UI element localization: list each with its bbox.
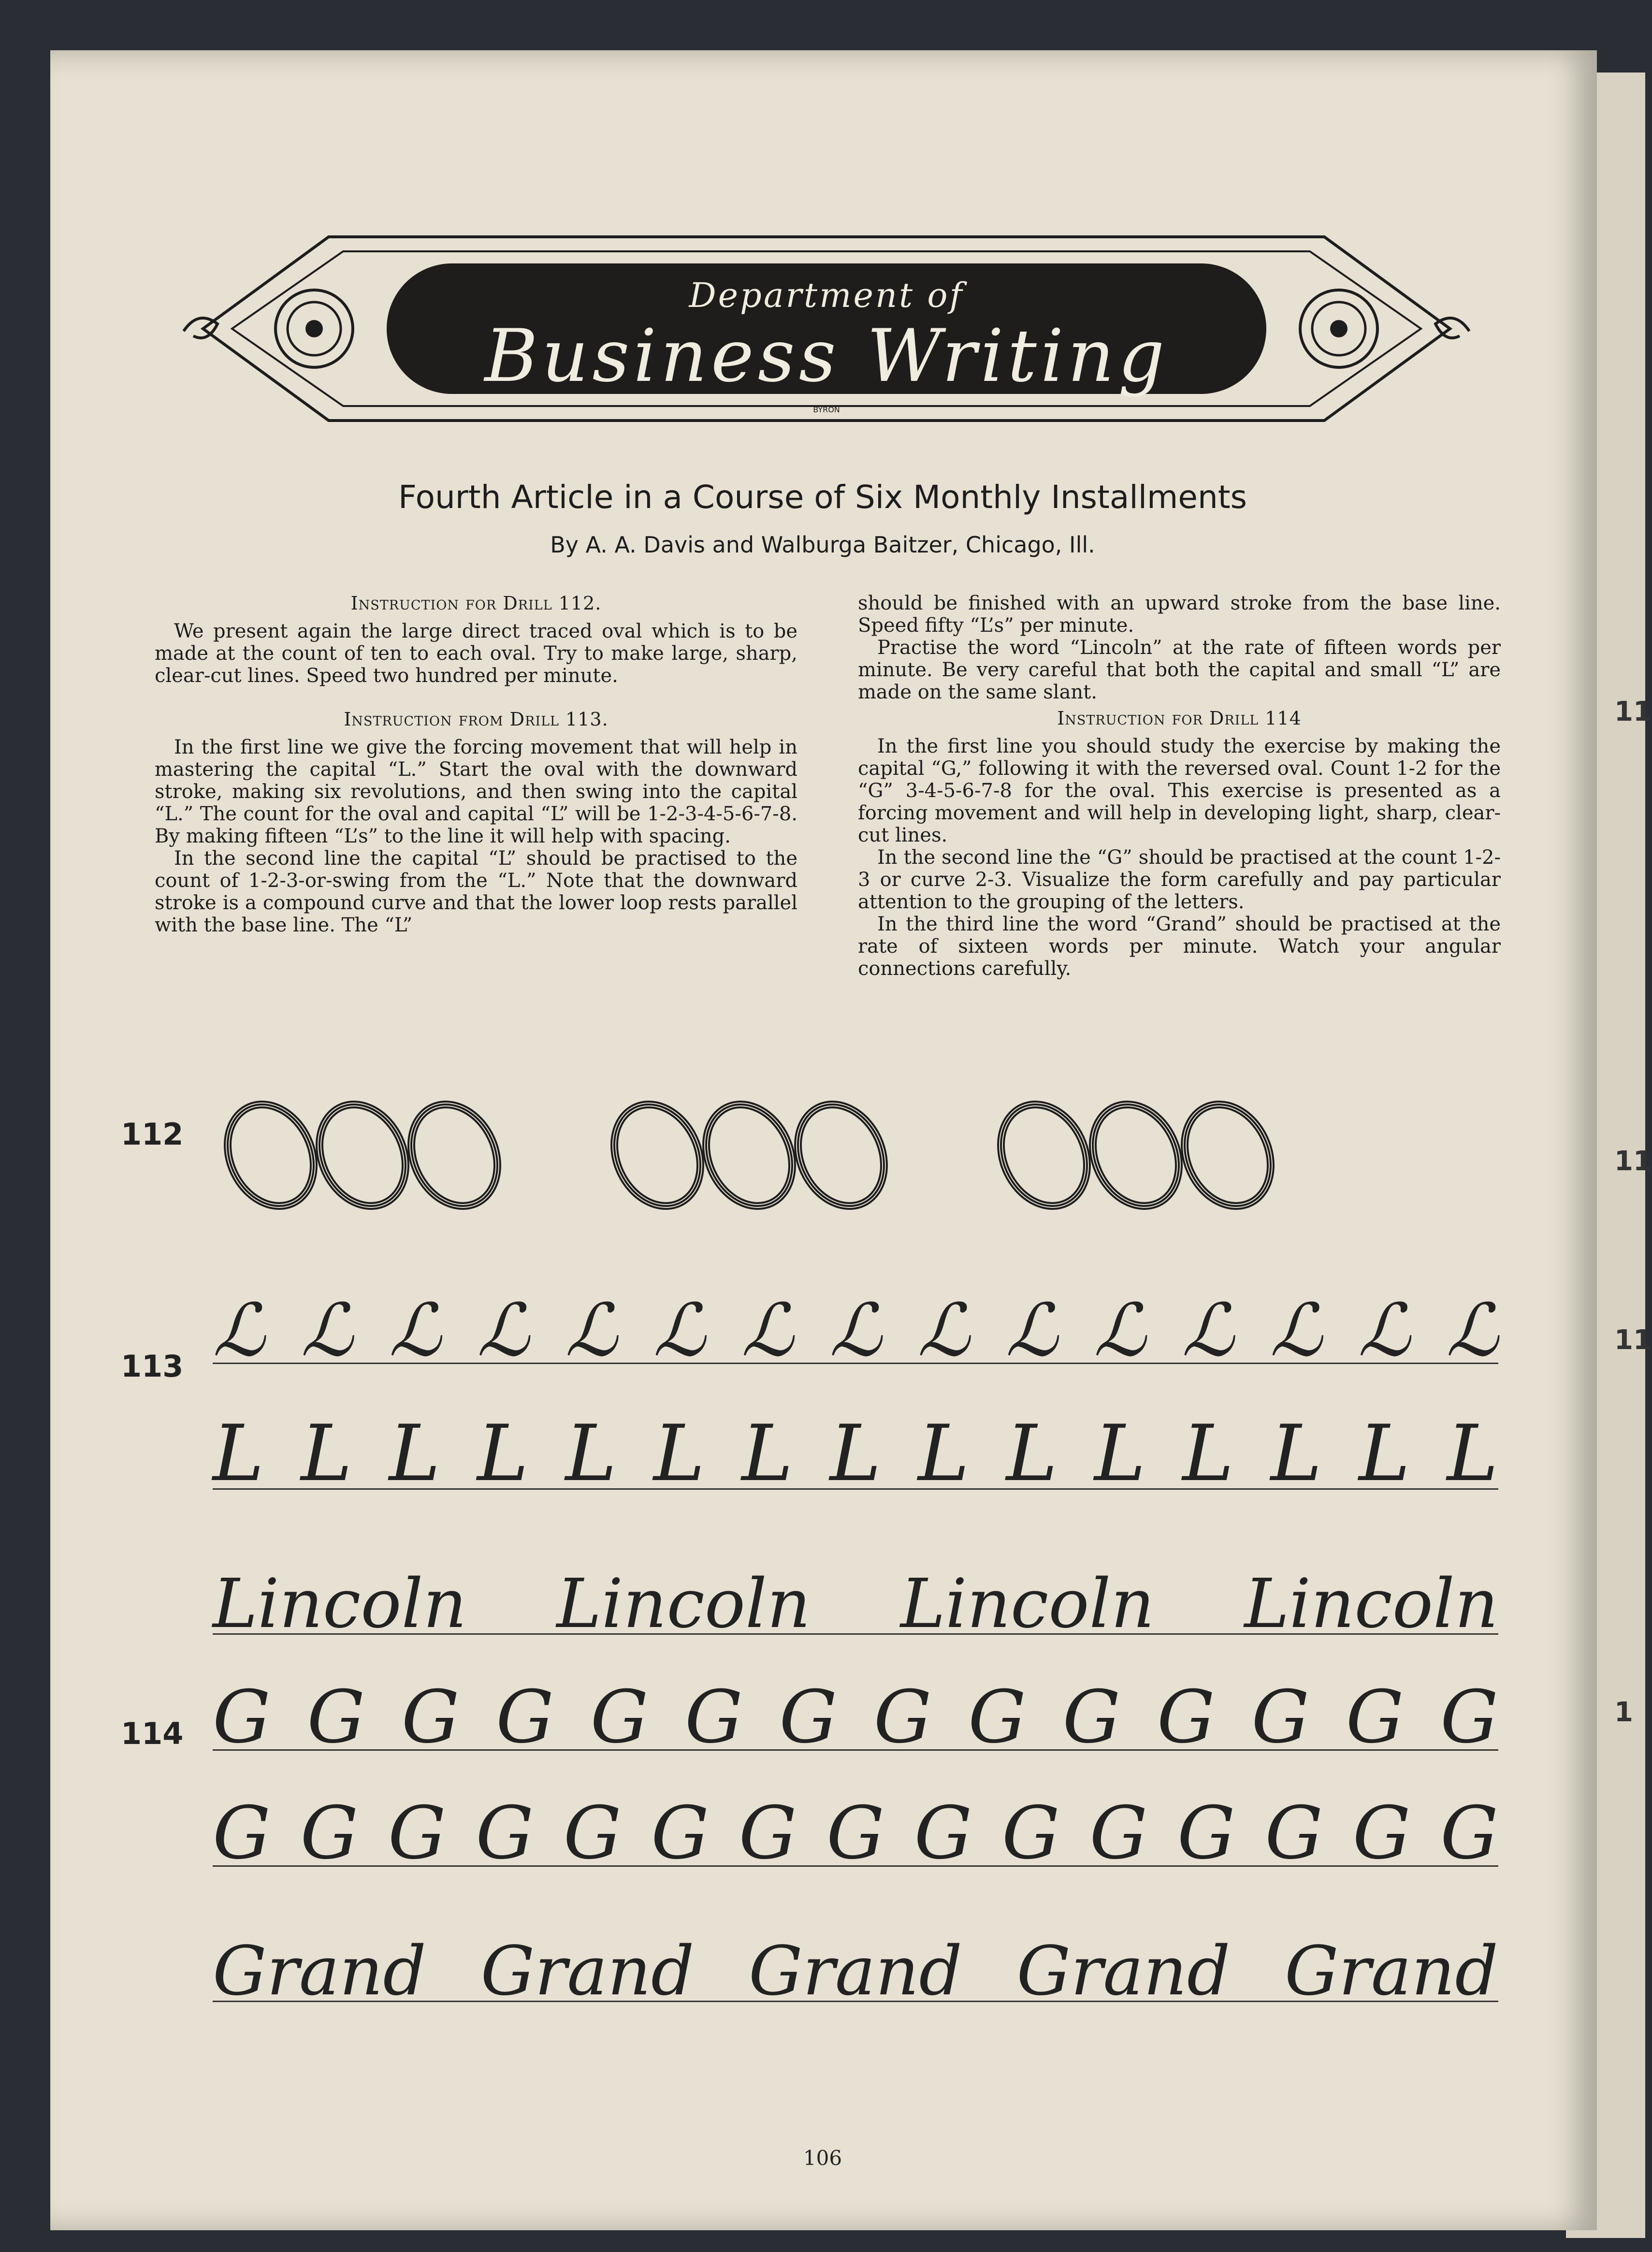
script-letter: G xyxy=(213,1791,271,1875)
capital-l-row xyxy=(213,1402,1498,1498)
drill-113-paragraph: Practise the word “Lincoln” at the rate of fifteen words per minute. Be very careful that both the capital and small “L” are made on the same slant. xyxy=(858,637,1501,703)
script-letter: G xyxy=(1440,1675,1498,1759)
next-page-number: 11 xyxy=(1614,1146,1652,1177)
next-page-number: 1 xyxy=(1614,1697,1633,1728)
script-letter: L xyxy=(565,1408,617,1498)
script-letter: L xyxy=(653,1408,705,1498)
drill-114-paragraph: In the third line the word “Grand” should be practised at the rate of sixteen words per minute. Watch your angular connections carefully. xyxy=(858,913,1501,980)
script-word: Grand xyxy=(480,1932,695,2011)
script-letter: L xyxy=(389,1408,441,1498)
drill-number-113: 113 xyxy=(121,1349,184,1384)
script-letter: G xyxy=(388,1791,446,1875)
capital-l-oval-row xyxy=(213,1276,1498,1373)
script-letter: G xyxy=(1001,1791,1060,1875)
script-letter: ℒ xyxy=(917,1289,970,1373)
script-letter: ℒ xyxy=(389,1289,441,1373)
script-letter: G xyxy=(1265,1791,1323,1875)
script-letter: L xyxy=(1006,1408,1058,1498)
script-letter: L xyxy=(1094,1408,1146,1498)
script-letter: ℒ xyxy=(213,1289,265,1373)
script-letter: G xyxy=(739,1791,797,1875)
script-letter: L xyxy=(918,1408,970,1498)
script-letter: G xyxy=(779,1675,838,1759)
script-letter: G xyxy=(651,1791,710,1875)
script-word: Grand xyxy=(1284,1932,1498,2011)
article-byline: By A. A. Davis and Walburga Baitzer, Chicago, Ill. xyxy=(550,532,1095,558)
script-letter: L xyxy=(1359,1408,1410,1498)
script-letter: G xyxy=(1157,1675,1215,1759)
script-letter: ℒ xyxy=(477,1289,529,1373)
drill-113-paragraph: In the first line we give the forcing movement that will help in mastering the capital “L.” Start the oval with the downward stroke, making six revolutions, and then swing into the capital “L.” The count for the oval and capital “L” will be 1-2-3-4-5-6-7-8. By making fifteen “L’s” to the line it will help with spacing. xyxy=(155,736,797,847)
script-letter: L xyxy=(829,1408,882,1498)
next-page-number: 11 xyxy=(1614,1324,1652,1356)
left-text-column xyxy=(155,592,797,936)
script-letter: ℒ xyxy=(1358,1289,1410,1373)
drill-112-heading: Instruction for Drill 112. xyxy=(350,593,602,614)
lincoln-word-row xyxy=(213,1547,1498,1643)
script-word: Lincoln xyxy=(1244,1565,1498,1643)
script-letter: L xyxy=(1447,1408,1498,1498)
script-letter: G xyxy=(1346,1675,1404,1759)
script-word: Grand xyxy=(1016,1932,1231,2011)
script-letter: G xyxy=(1089,1791,1148,1875)
script-letter: G xyxy=(213,1675,271,1759)
script-letter: G xyxy=(914,1791,972,1875)
script-word: Lincoln xyxy=(900,1565,1155,1643)
script-letter: G xyxy=(684,1675,743,1759)
drill-114-heading: Instruction for Drill 114 xyxy=(1057,708,1302,729)
script-letter: ℒ xyxy=(1270,1289,1322,1373)
drill-113-paragraph: In the second line the capital “L” should be practised to the count of 1-2-3-or-swing from the “L.” Note that the downward stroke is a compound curve and that the lower loop rests parallel with the base line. The “L” xyxy=(155,847,797,936)
banner-department-text: Department of xyxy=(689,276,964,315)
script-letter: G xyxy=(1062,1675,1121,1759)
script-letter: ℒ xyxy=(565,1289,618,1373)
script-letter: ℒ xyxy=(1093,1289,1146,1373)
drill-113-heading: Instruction from Drill 113. xyxy=(344,709,609,730)
drill-112-paragraph: We present again the large direct traced oval which is to be made at the count of ten to each oval. Try to make large, sharp, clear-cut lines. Speed two hundred per minute. xyxy=(155,620,797,687)
script-word: Lincoln xyxy=(556,1565,811,1643)
oval-drill-row xyxy=(213,1088,1498,1213)
script-letter: G xyxy=(563,1791,622,1875)
drill-113-paragraph: should be finished with an upward stroke from the base line. Speed fifty “L’s” per minute. xyxy=(858,592,1501,637)
next-page-number: 11 xyxy=(1614,696,1652,727)
drill-number-112: 112 xyxy=(121,1117,184,1152)
script-letter: G xyxy=(873,1675,932,1759)
script-word: Grand xyxy=(213,1932,427,2011)
traced-ovals-illustration xyxy=(213,1097,1392,1213)
drill-114-paragraph: In the first line you should study the exercise by making the capital “G,” following it with the reversed oval. Count 1-2 for the “G” 3-4-5-6-7-8 for the oval. This exercise is presented as a forcing movement and will help in developing light, sharp, clear-cut lines. xyxy=(858,735,1501,846)
capital-g-row xyxy=(213,1779,1498,1875)
script-letter: G xyxy=(401,1675,460,1759)
script-letter: L xyxy=(741,1408,793,1498)
script-letter: G xyxy=(826,1791,884,1875)
script-letter: G xyxy=(476,1791,534,1875)
banner-business-writing-text: Business Writing xyxy=(484,314,1169,398)
script-letter: ℒ xyxy=(1446,1289,1498,1373)
script-letter: L xyxy=(301,1408,352,1498)
script-letter: ℒ xyxy=(1182,1289,1234,1373)
script-letter: G xyxy=(300,1791,359,1875)
page-number: 106 xyxy=(803,2146,842,2170)
script-word: Lincoln xyxy=(213,1565,467,1643)
capital-g-oval-row xyxy=(213,1663,1498,1759)
banner-artist-signature: BYRON xyxy=(813,405,840,414)
grand-word-row xyxy=(213,1914,1498,2011)
script-letter: ℒ xyxy=(741,1289,794,1373)
script-letter: L xyxy=(1182,1408,1234,1498)
script-letter: G xyxy=(968,1675,1026,1759)
script-letter: ℒ xyxy=(1005,1289,1058,1373)
script-letter: L xyxy=(213,1408,264,1498)
article-title: Fourth Article in a Course of Six Monthly Installments xyxy=(398,479,1247,516)
script-letter: G xyxy=(1177,1791,1235,1875)
script-letter: L xyxy=(1270,1408,1322,1498)
drill-114-paragraph: In the second line the “G” should be practised at the count 1-2-3 or curve 2-3. Visualize the form carefully and pay particular attention to the grouping of the letters. xyxy=(858,846,1501,913)
script-letter: G xyxy=(1251,1675,1310,1759)
drill-number-114: 114 xyxy=(121,1716,184,1751)
script-letter: ℒ xyxy=(829,1289,882,1373)
right-text-column xyxy=(858,592,1501,980)
script-letter: G xyxy=(1352,1791,1411,1875)
script-letter: ℒ xyxy=(301,1289,353,1373)
script-letter: G xyxy=(307,1675,365,1759)
script-word: Grand xyxy=(748,1932,962,2011)
script-letter: ℒ xyxy=(653,1289,706,1373)
department-banner xyxy=(184,227,1469,430)
script-letter: G xyxy=(1440,1791,1498,1875)
script-letter: L xyxy=(477,1408,529,1498)
script-letter: G xyxy=(590,1675,649,1759)
script-letter: G xyxy=(496,1675,554,1759)
